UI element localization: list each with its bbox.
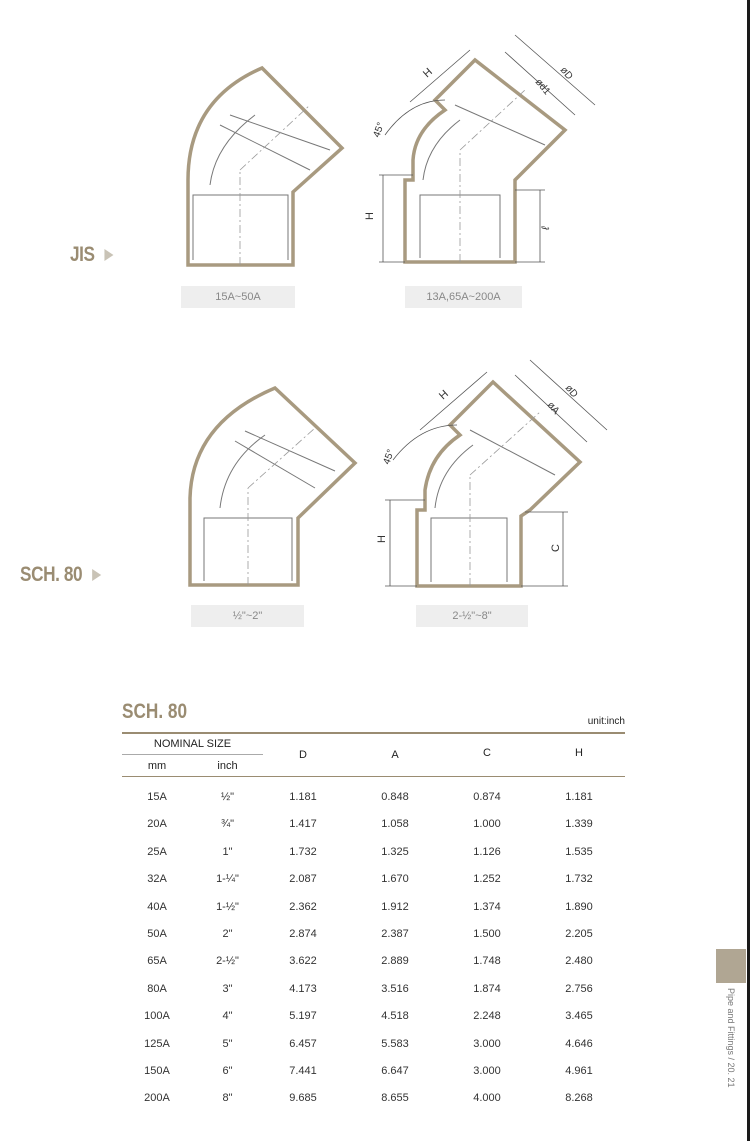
table-cell: 4.646 — [565, 1037, 593, 1050]
dim-l-label: ℓ — [540, 226, 552, 230]
table-cell: 0.874 — [473, 791, 501, 803]
table-row — [122, 928, 625, 948]
jis-elbow-drawing-large — [365, 30, 605, 270]
table-cell: ½" — [220, 791, 235, 803]
dim-d-label: øD — [557, 64, 575, 83]
table-cell: 8.268 — [565, 1092, 593, 1105]
table-cell: 1.325 — [381, 845, 409, 858]
jis-section-label — [70, 243, 113, 267]
dim-angle-label: 45° — [381, 448, 397, 467]
dim-h-label: H — [420, 65, 435, 81]
dim-d1-label: ød1 — [532, 76, 553, 98]
table-cell: 1.890 — [565, 900, 593, 913]
table-cell: 50A — [147, 928, 167, 940]
table-cell: 3.516 — [381, 982, 409, 995]
sch80-caption-large: 2-½"~8" — [416, 605, 528, 627]
table-unit: unit:inch — [587, 716, 625, 727]
table-cell: 1.732 — [289, 845, 317, 858]
page-tab — [716, 949, 746, 983]
jis-elbow-drawing-small — [170, 60, 360, 270]
table-cell: 1.417 — [289, 818, 317, 831]
table-row — [122, 1065, 625, 1085]
sch80-elbow-drawing-large — [375, 350, 615, 595]
table-cell: 1.374 — [473, 900, 501, 913]
table-cell: 4.518 — [381, 1010, 409, 1023]
table-cell: 2" — [222, 928, 233, 940]
table-row — [122, 791, 625, 811]
table-cell: 2.387 — [381, 928, 409, 940]
table-cell: 2.874 — [289, 928, 317, 940]
table-row — [122, 901, 625, 921]
table-cell: 6.457 — [289, 1037, 317, 1050]
jis-caption-small: 15A~50A — [181, 286, 295, 308]
table-cell: 3.000 — [473, 1037, 501, 1050]
table-cell: 1" — [222, 845, 233, 858]
table-row — [122, 955, 625, 975]
table-cell: 1.126 — [473, 845, 501, 858]
triangle-right-icon — [104, 249, 113, 261]
table-cell: 40A — [147, 900, 167, 913]
table-cell: 3.000 — [473, 1065, 501, 1077]
sch80-elbow-drawing-small — [180, 383, 365, 588]
table-row — [122, 818, 625, 838]
table-cell: 1.058 — [381, 818, 409, 831]
table-cell: 5" — [222, 1037, 233, 1050]
th-H: H — [575, 747, 583, 759]
table-cell: 2.480 — [565, 955, 593, 968]
table-cell: 3.465 — [565, 1010, 593, 1023]
dim-H-label: H — [376, 535, 388, 543]
dim-d-label: øD — [562, 382, 580, 401]
table-cell: 32A — [147, 873, 167, 886]
side-page-label: Pipe and Fittings / 20. 21 — [726, 988, 736, 1088]
table-cell: 25A — [147, 845, 167, 858]
table-header-rule — [122, 776, 625, 777]
table-cell: 5.197 — [289, 1010, 317, 1023]
table-row — [122, 1010, 625, 1030]
table-cell: 125A — [144, 1037, 170, 1050]
table-cell: 2.205 — [565, 928, 593, 940]
table-cell: 1.181 — [565, 791, 593, 803]
table-title: SCH. 80 — [122, 700, 188, 723]
th-nominal-size: NOMINAL SIZE — [153, 738, 232, 750]
table-cell: 2-½" — [216, 955, 239, 968]
table-cell: 2.248 — [473, 1010, 501, 1023]
table-cell: 2.362 — [289, 900, 317, 913]
table-row — [122, 846, 625, 866]
table-cell: 7.441 — [289, 1065, 317, 1077]
table-cell: 2.087 — [289, 873, 317, 886]
table-cell: 1.500 — [473, 928, 501, 940]
dim-angle-label: 45° — [371, 121, 387, 140]
table-cell: 1.732 — [565, 873, 593, 886]
table-cell: 2.756 — [565, 982, 593, 995]
table-cell: 1.000 — [473, 818, 501, 831]
table-cell: 9.685 — [289, 1092, 317, 1105]
table-cell: 15A — [147, 791, 167, 803]
th-inch: inch — [217, 760, 238, 772]
table-cell: 4.000 — [473, 1092, 501, 1105]
table-cell: 1.874 — [473, 982, 501, 995]
th-mm: mm — [147, 760, 167, 772]
table-cell: 6" — [222, 1065, 233, 1077]
table-cell: 80A — [147, 982, 167, 995]
table-cell: 200A — [144, 1092, 170, 1105]
th-C: C — [483, 747, 491, 759]
table-cell: 1.339 — [565, 818, 593, 831]
table-cell: 1.535 — [565, 845, 593, 858]
table-top-rule — [122, 732, 625, 734]
sch80-section-label — [20, 563, 101, 587]
dim-h-label: H — [436, 387, 451, 403]
table-row — [122, 983, 625, 1003]
dim-a-label: øA — [544, 399, 562, 417]
table-cell: ¾" — [220, 818, 235, 831]
table-cell: 4.173 — [289, 982, 317, 995]
table-cell: 1.912 — [381, 900, 409, 913]
table-cell: 0.848 — [381, 791, 409, 803]
table-cell: 100A — [144, 1010, 170, 1023]
table-cell: 3" — [222, 982, 233, 995]
table-cell: 65A — [147, 955, 167, 968]
table-cell: 1-½" — [216, 900, 239, 913]
table-cell: 20A — [147, 818, 167, 831]
table-cell: 1.181 — [289, 791, 317, 803]
jis-caption-large: 13A,65A~200A — [405, 286, 522, 308]
table-cell: 6.647 — [381, 1065, 409, 1077]
table-cell: 2.889 — [381, 955, 409, 968]
dim-H-label: H — [364, 212, 376, 220]
table-row — [122, 873, 625, 893]
table-row — [122, 1092, 625, 1112]
table-cell: 4.961 — [565, 1065, 593, 1077]
table-cell: 150A — [144, 1065, 170, 1077]
dim-c-label: C — [550, 544, 562, 552]
th-A: A — [391, 749, 399, 761]
table-cell: 8.655 — [381, 1092, 409, 1105]
sch80-caption-small: ½"~2" — [191, 605, 304, 627]
table-cell: 3.622 — [289, 955, 317, 968]
table-cell: 1.670 — [381, 873, 409, 886]
table-cell: 8" — [222, 1092, 233, 1105]
sch80-label-text: SCH. 80 — [20, 563, 83, 586]
table-cell: 1-¼" — [216, 873, 239, 886]
nominal-size-rule — [122, 754, 263, 755]
table-row — [122, 1038, 625, 1058]
table-cell: 1.748 — [473, 955, 501, 968]
th-D: D — [299, 749, 307, 761]
table-cell: 4" — [222, 1010, 233, 1023]
triangle-right-icon — [92, 569, 101, 581]
table-cell: 1.252 — [473, 873, 501, 886]
jis-label-text: JIS — [70, 243, 95, 266]
table-cell: 5.583 — [381, 1037, 409, 1050]
